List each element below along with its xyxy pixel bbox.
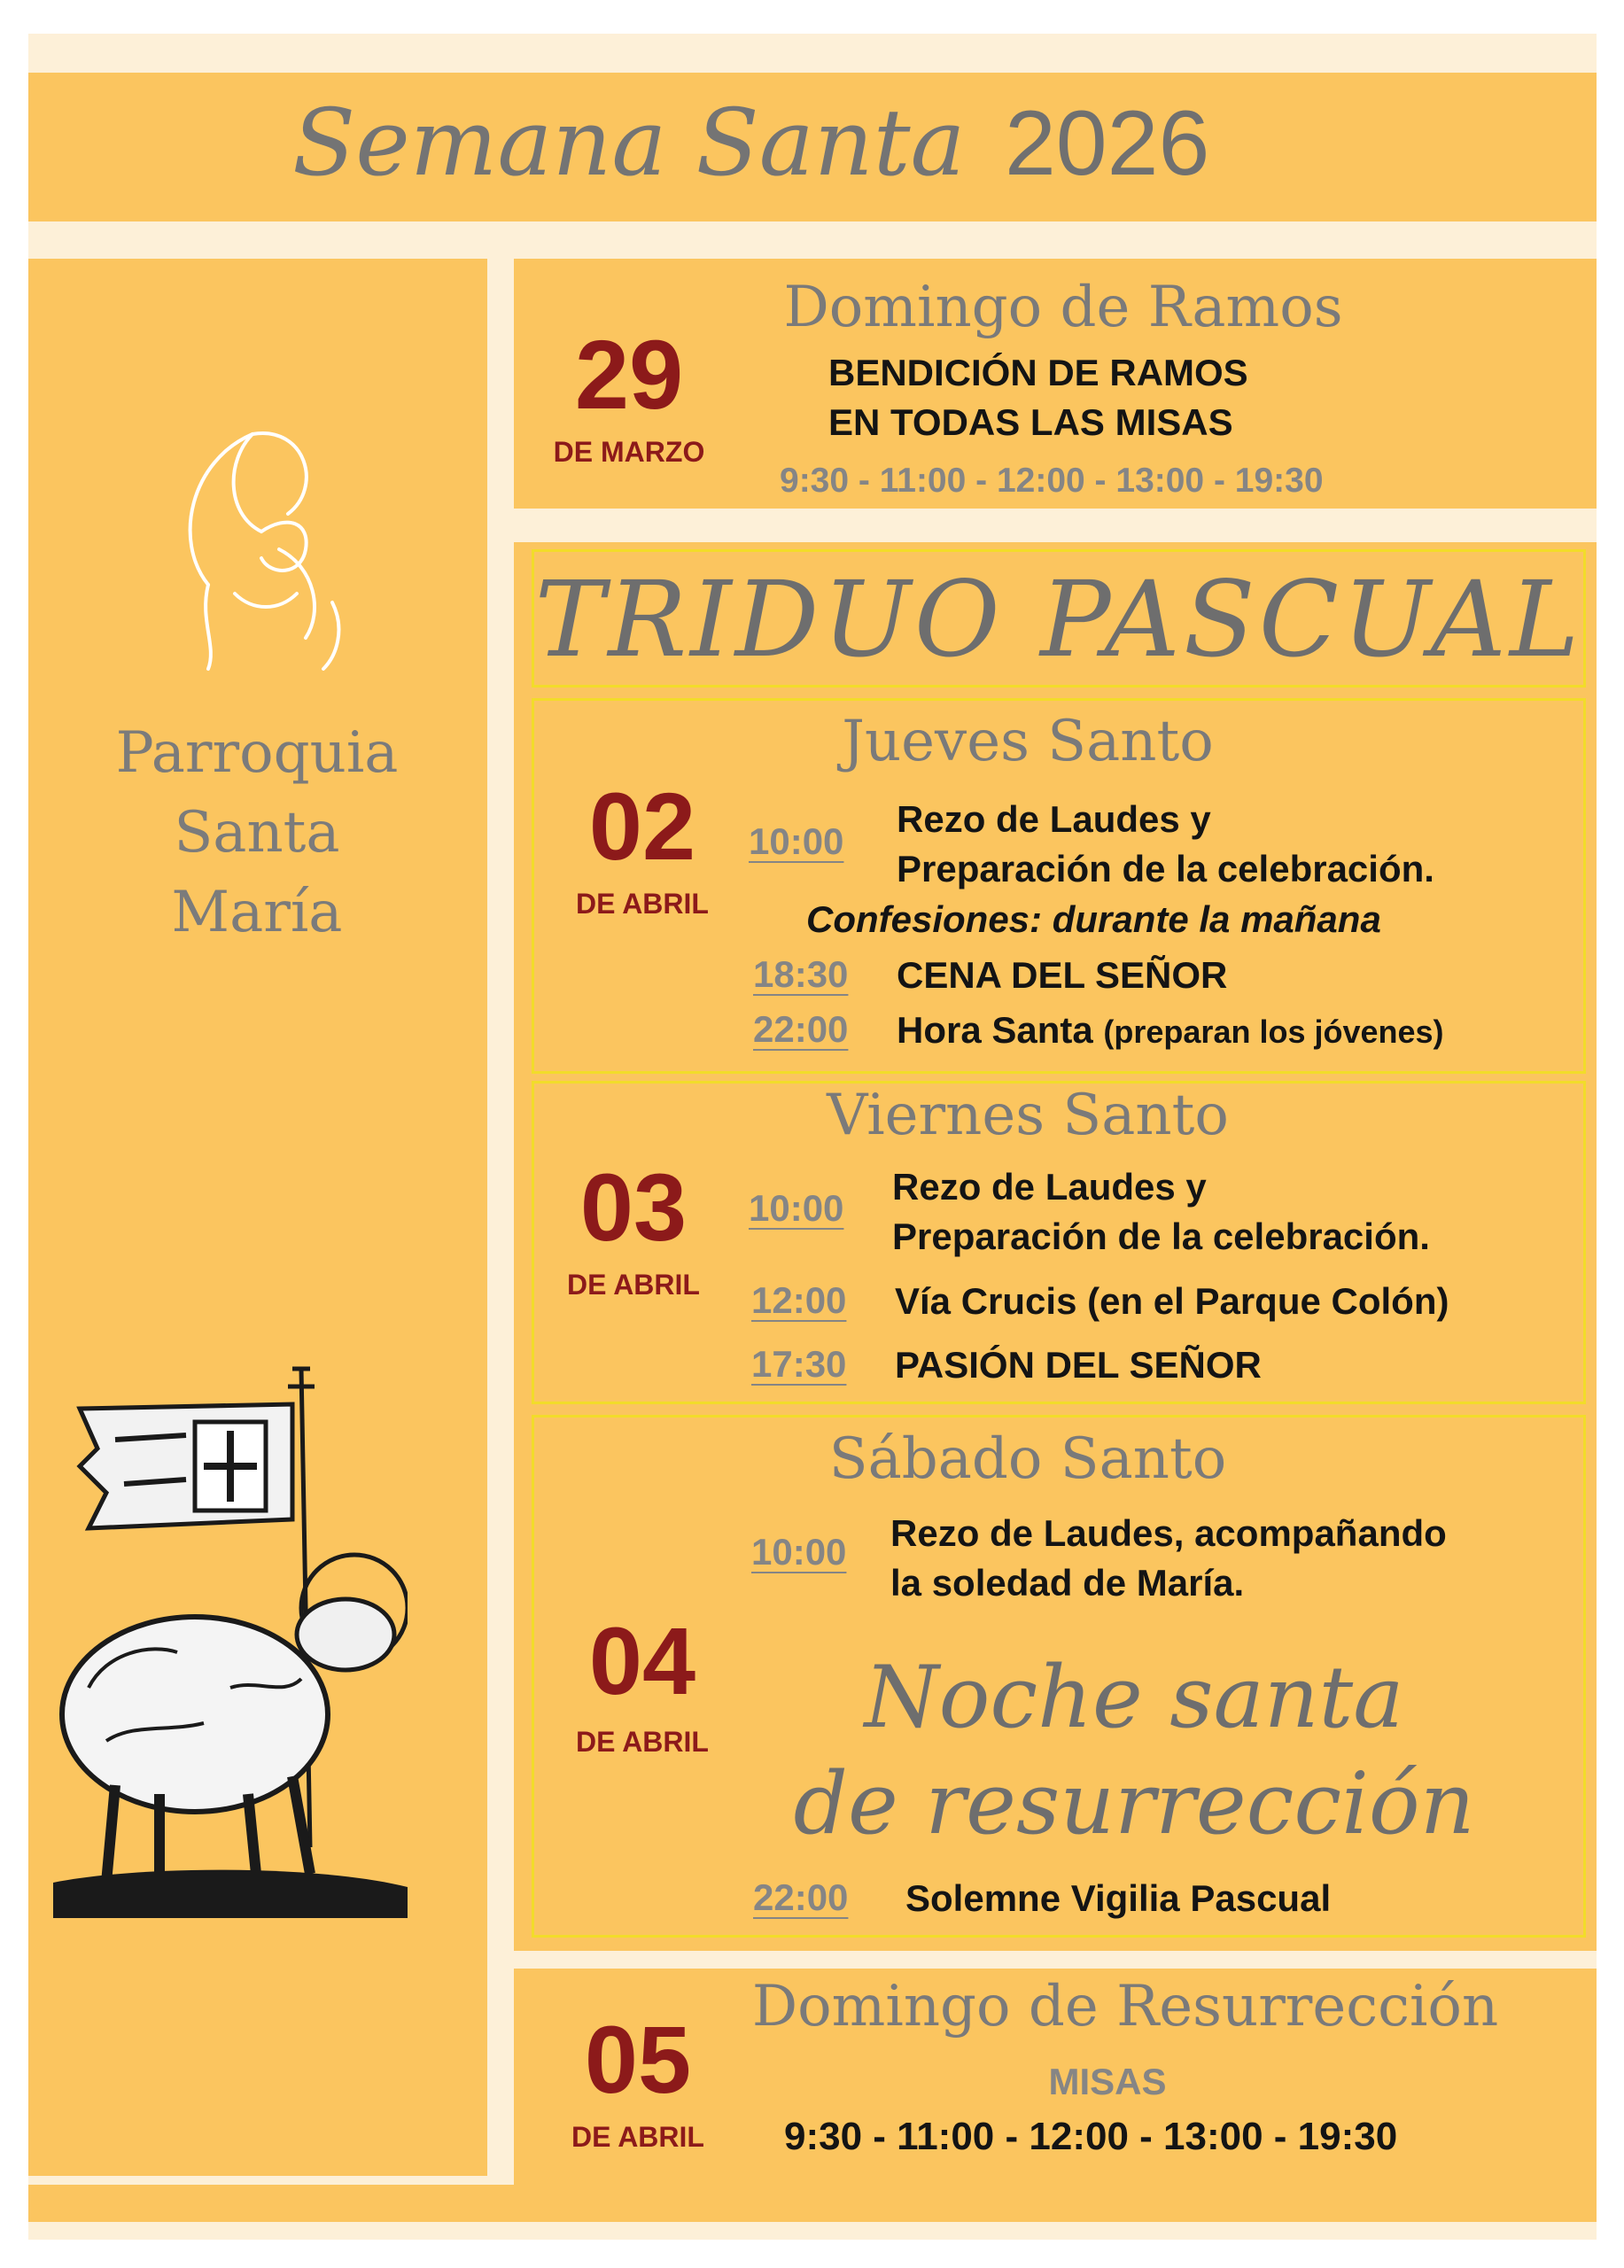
- jueves-month: DE ABRIL: [576, 888, 709, 920]
- jueves-day: 02: [588, 773, 696, 880]
- virgin-and-child-icon: [155, 408, 359, 673]
- viernes-event-3: PASIÓN DEL SEÑOR: [895, 1344, 1262, 1386]
- viernes-month: DE ABRIL: [567, 1269, 700, 1301]
- parish-line2: Santa: [174, 800, 340, 866]
- sabado-event-1b: la soledad de María.: [890, 1562, 1245, 1604]
- viernes-event-2: Vía Crucis (en el Parque Colón): [895, 1280, 1449, 1322]
- jueves-day-name: Jueves Santo: [842, 709, 1214, 774]
- jueves-time-2: 18:30: [753, 953, 849, 995]
- jueves-event-1b: Preparación de la celebración.: [897, 848, 1434, 889]
- resurreccion-day: 05: [584, 2006, 692, 2113]
- jueves-event-3-note: (preparan los jóvenes): [1103, 1014, 1444, 1050]
- ramos-day-name: Domingo de Ramos: [783, 275, 1343, 340]
- sabado-day: 04: [588, 1607, 696, 1714]
- triduo-title: TRIDUO PASCUAL: [534, 558, 1583, 680]
- viernes-time-2: 12:00: [751, 1279, 847, 1321]
- resurreccion-misas: MISAS: [1048, 2061, 1167, 2102]
- viernes-time-3: 17:30: [751, 1343, 847, 1385]
- sabado-time-2: 22:00: [753, 1876, 849, 1918]
- jueves-event-2: CENA DEL SEÑOR: [897, 954, 1228, 996]
- title-year: 2026: [1004, 92, 1210, 195]
- ramos-times: 9:30 - 11:00 - 12:00 - 13:00 - 19:30: [780, 462, 1324, 500]
- bottom-band: [28, 2185, 1597, 2222]
- sabado-event-2: Solemne Vigilia Pascual: [905, 1877, 1332, 1919]
- jueves-event-3: [897, 1006, 1444, 1057]
- jueves-confesiones: Confesiones: durante la mañana: [806, 898, 1381, 940]
- jueves-event-3-main: Hora Santa: [897, 1009, 1093, 1051]
- noche-santa-line1: Noche santa: [864, 1648, 1404, 1747]
- sabado-time-1: 10:00: [751, 1531, 847, 1573]
- viernes-day-name: Viernes Santo: [827, 1083, 1229, 1148]
- viernes-event-1b: Preparación de la celebración.: [892, 1216, 1430, 1257]
- agnus-dei-lamb-icon: [53, 1351, 408, 1927]
- ramos-day: 29: [574, 321, 684, 430]
- sabado-event-1a: Rezo de Laudes, acompañando: [890, 1512, 1447, 1554]
- resurreccion-day-name: Domingo de Resurrección: [751, 1974, 1499, 2039]
- page-title: [292, 89, 1209, 213]
- parish-name: [97, 713, 416, 952]
- viernes-time-1: 10:00: [749, 1187, 844, 1229]
- title-script: Semana Santa: [292, 89, 966, 197]
- resurreccion-month: DE ABRIL: [571, 2121, 704, 2153]
- noche-santa-line2: de resurrección: [793, 1754, 1475, 1853]
- jueves-time-3: 22:00: [753, 1008, 849, 1050]
- ramos-month: DE MARZO: [553, 436, 705, 468]
- ramos-line2: EN TODAS LAS MISAS: [828, 401, 1233, 443]
- jueves-event-1a: Rezo de Laudes y: [897, 798, 1211, 840]
- ramos-line1: BENDICIÓN DE RAMOS: [828, 352, 1248, 393]
- parish-line1: Parroquia: [115, 720, 399, 786]
- viernes-event-1a: Rezo de Laudes y: [892, 1166, 1207, 1208]
- sabado-month: DE ABRIL: [576, 1726, 709, 1758]
- parish-line3: María: [171, 880, 343, 945]
- sabado-day-name: Sábado Santo: [828, 1426, 1227, 1492]
- viernes-day: 03: [579, 1153, 688, 1261]
- resurreccion-times: 9:30 - 11:00 - 12:00 - 13:00 - 19:30: [784, 2115, 1398, 2158]
- jueves-time-1: 10:00: [749, 820, 844, 862]
